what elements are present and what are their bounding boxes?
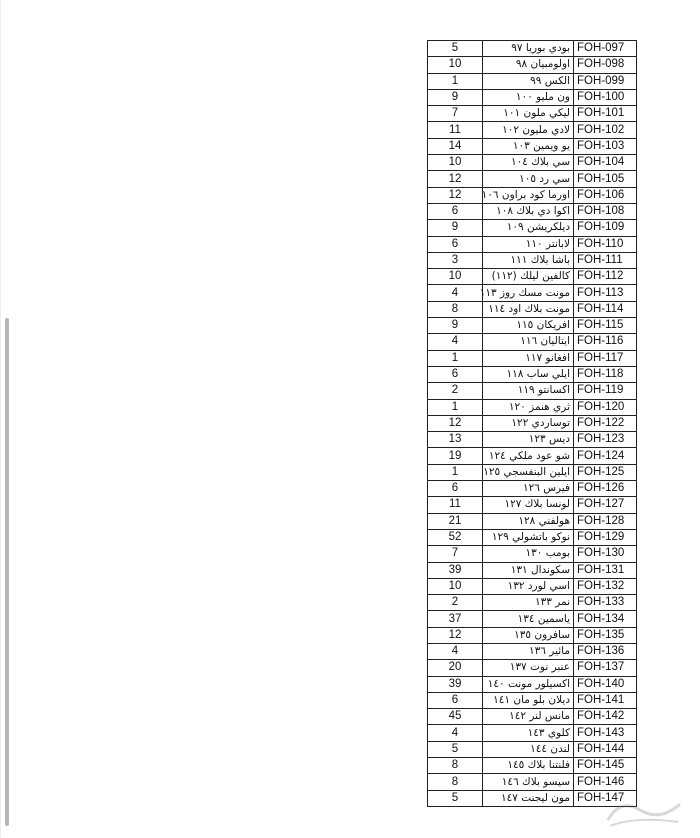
table-row [428,334,637,350]
product-code-cell: FOH-111 [574,252,637,268]
product-name-cell: ايلي ساب ١١٨ [483,366,574,382]
product-name-cell: توساردي ١٢٢ [483,415,574,431]
product-name-cell: اكوا دي بلاك ١٠٨ [483,203,574,219]
table-row [428,758,637,774]
quantity-cell: 21 [428,513,483,529]
product-code-cell: FOH-122 [574,415,637,431]
product-name-cell: ديلان بلو مان ١٤١ [483,692,574,708]
quantity-cell: 4 [428,643,483,659]
table-row [428,171,637,187]
product-name-cell: مائير ١٣٦ [483,643,574,659]
table-row [428,106,637,122]
product-name-cell: بودي بوريا ٩٧ [483,41,574,57]
product-code-cell: FOH-104 [574,155,637,171]
table-row [428,660,637,676]
quantity-cell: 37 [428,611,483,627]
table-row [428,73,637,89]
table-row [428,383,637,399]
product-name-cell: اسي لورد ١٣٢ [483,578,574,594]
product-code-cell: FOH-126 [574,481,637,497]
product-name-cell: اكسانتو ١١٩ [483,383,574,399]
product-code-cell: FOH-115 [574,318,637,334]
product-name-cell: باشا بلاك ١١١ [483,252,574,268]
product-code-cell: FOH-140 [574,676,637,692]
product-code-cell: FOH-099 [574,73,637,89]
product-name-cell: فيرس ١٢٦ [483,481,574,497]
product-name-cell: شو عود ملكي ١٢٤ [483,448,574,464]
table-row [428,285,637,301]
product-code-cell: FOH-141 [574,692,637,708]
product-name-cell: نمر ١٣٣ [483,595,574,611]
quantity-cell: 2 [428,383,483,399]
product-code-cell: FOH-146 [574,774,637,790]
product-name-cell: نوكو باتشولي ١٢٩ [483,529,574,545]
quantity-cell: 14 [428,138,483,154]
table-row [428,497,637,513]
product-name-cell: افريكان ١١٥ [483,318,574,334]
product-name-cell: ثري هنمز ١٢٠ [483,399,574,415]
quantity-cell: 39 [428,562,483,578]
product-name-cell: ايتاليان ١١٦ [483,334,574,350]
product-code-cell: FOH-100 [574,89,637,105]
quantity-cell: 5 [428,790,483,806]
product-name-cell: هولفني ١٢٨ [483,513,574,529]
table-row [428,513,637,529]
product-code-cell: FOH-101 [574,106,637,122]
product-name-cell: لادي مليون ١٠٢ [483,122,574,138]
product-name-cell: مونت بلاك اود ١١٤ [483,301,574,317]
product-name-cell: اورما كود براون ١٠٦ [483,187,574,203]
product-name-cell: عنبر نوت ١٣٧ [483,660,574,676]
table-row [428,774,637,790]
quantity-cell: 1 [428,464,483,480]
quantity-cell: 11 [428,497,483,513]
quantity-cell: 8 [428,774,483,790]
table-row [428,676,637,692]
product-code-cell: FOH-103 [574,138,637,154]
product-name-cell: لندن ١٤٤ [483,741,574,757]
product-code-cell: FOH-136 [574,643,637,659]
table-row [428,692,637,708]
product-code-cell: FOH-145 [574,758,637,774]
product-code-cell: FOH-129 [574,529,637,545]
quantity-cell: 6 [428,203,483,219]
product-code-cell: FOH-147 [574,790,637,806]
table-row [428,481,637,497]
product-name-cell: سي بلاك ١٠٤ [483,155,574,171]
product-name-cell: ليكي ملون ١٠١ [483,106,574,122]
quantity-cell: 11 [428,122,483,138]
product-name-cell: سيسو بلاك ١٤٦ [483,774,574,790]
product-code-cell: FOH-134 [574,611,637,627]
product-name-cell: مون ليجنت ١٤٧ [483,790,574,806]
quantity-cell: 9 [428,318,483,334]
product-name-cell: كالفين ليلك (١١٢) [483,269,574,285]
quantity-cell: 12 [428,415,483,431]
quantity-cell: 52 [428,529,483,545]
inventory-table-body [428,41,637,807]
product-code-cell: FOH-106 [574,187,637,203]
quantity-cell: 1 [428,73,483,89]
quantity-cell: 39 [428,676,483,692]
quantity-cell: 12 [428,187,483,203]
product-code-cell: FOH-118 [574,366,637,382]
quantity-cell: 6 [428,481,483,497]
table-row [428,432,637,448]
table-row [428,350,637,366]
product-code-cell: FOH-102 [574,122,637,138]
product-name-cell: مونت مسك روز ١١٣ [483,285,574,301]
quantity-cell: 19 [428,448,483,464]
product-name-cell: سي رد ١٠٥ [483,171,574,187]
quantity-cell: 8 [428,758,483,774]
table-row [428,41,637,57]
product-name-cell: سكوندال ١٣١ [483,562,574,578]
inventory-table [427,40,637,807]
table-row [428,203,637,219]
product-code-cell: FOH-117 [574,350,637,366]
table-row [428,709,637,725]
table-row [428,399,637,415]
product-code-cell: FOH-119 [574,383,637,399]
product-code-cell: FOH-128 [574,513,637,529]
product-code-cell: FOH-110 [574,236,637,252]
quantity-cell: 2 [428,595,483,611]
product-code-cell: FOH-142 [574,709,637,725]
product-code-cell: FOH-127 [574,497,637,513]
quantity-cell: 1 [428,350,483,366]
table-row [428,578,637,594]
product-name-cell: ياسمين ١٣٤ [483,611,574,627]
product-code-cell: FOH-098 [574,57,637,73]
scrollbar[interactable] [5,318,9,826]
quantity-cell: 45 [428,709,483,725]
product-name-cell: ايلين البنفسجي ١٢٥ [483,464,574,480]
table-row [428,546,637,562]
table-row [428,318,637,334]
product-code-cell: FOH-108 [574,203,637,219]
table-row [428,529,637,545]
product-code-cell: FOH-097 [574,41,637,57]
table-row [428,187,637,203]
product-code-cell: FOH-109 [574,220,637,236]
table-row [428,252,637,268]
quantity-cell: 1 [428,399,483,415]
product-name-cell: سافرون ١٣٥ [483,627,574,643]
quantity-cell: 3 [428,252,483,268]
table-row [428,643,637,659]
table-row [428,725,637,741]
product-code-cell: FOH-132 [574,578,637,594]
quantity-cell: 5 [428,741,483,757]
quantity-cell: 12 [428,171,483,187]
table-row [428,57,637,73]
table-row [428,122,637,138]
product-code-cell: FOH-125 [574,464,637,480]
watermark-logo-icon [600,790,690,834]
product-code-cell: FOH-143 [574,725,637,741]
product-name-cell: ديس ١٢٣ [483,432,574,448]
product-code-cell: FOH-130 [574,546,637,562]
quantity-cell: 10 [428,155,483,171]
table-row [428,562,637,578]
product-name-cell: لابانتر ١١٠ [483,236,574,252]
quantity-cell: 7 [428,106,483,122]
quantity-cell: 5 [428,41,483,57]
product-code-cell: FOH-137 [574,660,637,676]
product-code-cell: FOH-144 [574,741,637,757]
table-row [428,138,637,154]
table-row [428,464,637,480]
table-row [428,611,637,627]
quantity-cell: 10 [428,57,483,73]
product-name-cell: ون مليو ١٠٠ [483,89,574,105]
product-code-cell: FOH-114 [574,301,637,317]
quantity-cell: 6 [428,236,483,252]
table-row [428,741,637,757]
quantity-cell: 4 [428,285,483,301]
product-code-cell: FOH-135 [574,627,637,643]
quantity-cell: 13 [428,432,483,448]
table-row [428,448,637,464]
page-edge [0,0,1,838]
product-name-cell: مانس لنر ١٤٢ [483,709,574,725]
product-name-cell: كلوي ١٤٣ [483,725,574,741]
quantity-cell: 9 [428,89,483,105]
product-name-cell: فلنتنا بلاك ١٤٥ [483,758,574,774]
quantity-cell: 10 [428,269,483,285]
table-row [428,595,637,611]
table-row [428,220,637,236]
table-row [428,627,637,643]
quantity-cell: 6 [428,692,483,708]
table-row [428,415,637,431]
quantity-cell: 20 [428,660,483,676]
product-code-cell: FOH-131 [574,562,637,578]
product-name-cell: اكسيلور مونت ١٤٠ [483,676,574,692]
quantity-cell: 4 [428,725,483,741]
product-code-cell: FOH-116 [574,334,637,350]
product-name-cell: افغانو ١١٧ [483,350,574,366]
quantity-cell: 9 [428,220,483,236]
quantity-cell: 7 [428,546,483,562]
quantity-cell: 4 [428,334,483,350]
quantity-cell: 8 [428,301,483,317]
product-name-cell: بومب ١٣٠ [483,546,574,562]
quantity-cell: 12 [428,627,483,643]
product-name-cell: يو ويمين ١٠٣ [483,138,574,154]
inventory-table-container [427,40,637,807]
product-code-cell: FOH-105 [574,171,637,187]
product-code-cell: FOH-123 [574,432,637,448]
table-row [428,89,637,105]
table-row [428,301,637,317]
product-code-cell: FOH-120 [574,399,637,415]
table-row [428,236,637,252]
product-code-cell: FOH-124 [574,448,637,464]
table-row [428,269,637,285]
quantity-cell: 10 [428,578,483,594]
product-name-cell: الكس ٩٩ [483,73,574,89]
table-row [428,155,637,171]
product-name-cell: ديلكريشن ١٠٩ [483,220,574,236]
quantity-cell: 6 [428,366,483,382]
product-code-cell: FOH-133 [574,595,637,611]
product-name-cell: لونسا بلاك ١٢٧ [483,497,574,513]
table-row [428,366,637,382]
product-code-cell: FOH-113 [574,285,637,301]
product-code-cell: FOH-112 [574,269,637,285]
product-name-cell: اولومبيان ٩٨ [483,57,574,73]
